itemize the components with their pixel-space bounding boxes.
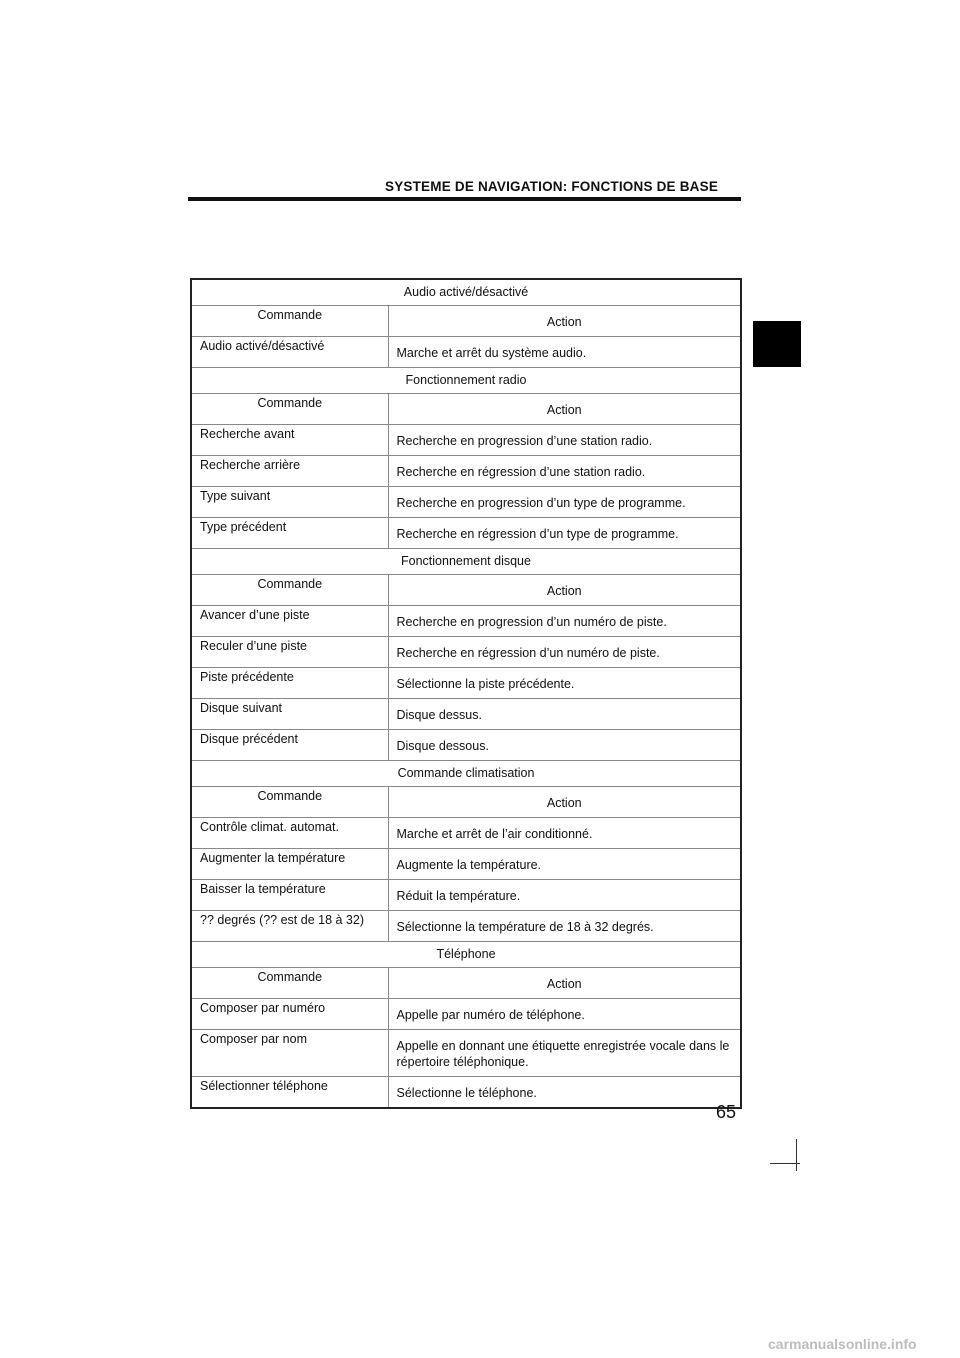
table-row [191, 337, 741, 368]
column-header-command: Commande [191, 394, 388, 425]
table-row [191, 637, 741, 668]
section-title: Commande climatisation [191, 761, 741, 787]
table-row [191, 880, 741, 911]
action-cell: Disque dessous. [388, 730, 741, 761]
action-cell: Recherche en régression d’un type de programme. [388, 518, 741, 549]
column-header-command: Commande [191, 575, 388, 606]
command-cell: Disque précédent [191, 730, 388, 761]
command-cell: Disque suivant [191, 699, 388, 730]
crop-mark-horizontal [770, 1163, 800, 1164]
section-header-row [191, 549, 741, 575]
section-header-row [191, 279, 741, 306]
action-cell: Marche et arrêt du système audio. [388, 337, 741, 368]
action-cell: Recherche en progression d’une station radio. [388, 425, 741, 456]
section-title: Téléphone [191, 942, 741, 968]
command-cell: Composer par numéro [191, 999, 388, 1030]
crop-mark-vertical [796, 1139, 797, 1171]
command-cell: ?? degrés (?? est de 18 à 32) [191, 911, 388, 942]
section-header-row [191, 368, 741, 394]
command-cell: Baisser la température [191, 880, 388, 911]
command-cell: Recherche avant [191, 425, 388, 456]
action-cell: Appelle en donnant une étiquette enregistrée vocale dans le répertoire téléphonique. [388, 1030, 741, 1077]
table-row [191, 668, 741, 699]
column-header-row [191, 575, 741, 606]
column-header-command: Commande [191, 787, 388, 818]
action-cell: Disque dessus. [388, 699, 741, 730]
running-header-text: SYSTEME DE NAVIGATION: FONCTIONS DE BASE [385, 179, 719, 191]
column-header-action: Action [388, 575, 741, 606]
column-header-row [191, 394, 741, 425]
command-cell: Composer par nom [191, 1030, 388, 1077]
chapter-tab-marker [753, 321, 801, 367]
action-cell: Marche et arrêt de l’air conditionné. [388, 818, 741, 849]
table-row [191, 487, 741, 518]
table-row [191, 518, 741, 549]
column-header-command: Commande [191, 968, 388, 999]
column-header-action: Action [388, 968, 741, 999]
action-cell: Recherche en progression d’un numéro de piste. [388, 606, 741, 637]
table-row [191, 425, 741, 456]
table-row [191, 730, 741, 761]
column-header-action: Action [388, 787, 741, 818]
section-title: Fonctionnement disque [191, 549, 741, 575]
command-cell: Type suivant [191, 487, 388, 518]
action-cell: Appelle par numéro de téléphone. [388, 999, 741, 1030]
page-number: 65 [716, 1102, 737, 1122]
column-header-command: Commande [191, 306, 388, 337]
table-row [191, 849, 741, 880]
command-cell: Sélectionner téléphone [191, 1077, 388, 1109]
action-cell: Recherche en progression d’un type de programme. [388, 487, 741, 518]
table-row [191, 699, 741, 730]
footer-watermark: carmanualsonline.info [768, 1336, 917, 1352]
voice-command-table-body [191, 279, 741, 1108]
command-cell: Type précédent [191, 518, 388, 549]
action-cell: Sélectionne la piste précédente. [388, 668, 741, 699]
table-row [191, 999, 741, 1030]
section-title: Fonctionnement radio [191, 368, 741, 394]
running-header [385, 177, 745, 191]
column-header-action: Action [388, 394, 741, 425]
column-header-row [191, 787, 741, 818]
action-cell: Sélectionne le téléphone. [388, 1077, 741, 1109]
section-header-row [191, 761, 741, 787]
table-row [191, 818, 741, 849]
command-cell: Augmenter la température [191, 849, 388, 880]
command-cell: Piste précédente [191, 668, 388, 699]
command-cell: Recherche arrière [191, 456, 388, 487]
command-cell: Contrôle climat. automat. [191, 818, 388, 849]
column-header-row [191, 306, 741, 337]
voice-command-table [190, 278, 742, 1109]
action-cell: Recherche en régression d’un numéro de piste. [388, 637, 741, 668]
command-cell: Audio activé/désactivé [191, 337, 388, 368]
action-cell: Recherche en régression d’une station radio. [388, 456, 741, 487]
section-title: Audio activé/désactivé [191, 279, 741, 306]
table-row [191, 911, 741, 942]
column-header-row [191, 968, 741, 999]
action-cell: Sélectionne la température de 18 à 32 degrés. [388, 911, 741, 942]
action-cell: Augmente la température. [388, 849, 741, 880]
action-cell: Réduit la température. [388, 880, 741, 911]
table-row [191, 1077, 741, 1109]
command-cell: Avancer d’une piste [191, 606, 388, 637]
table-row [191, 456, 741, 487]
header-rule [188, 197, 741, 201]
table-row [191, 606, 741, 637]
command-cell: Reculer d’une piste [191, 637, 388, 668]
column-header-action: Action [388, 306, 741, 337]
section-header-row [191, 942, 741, 968]
table-row [191, 1030, 741, 1077]
